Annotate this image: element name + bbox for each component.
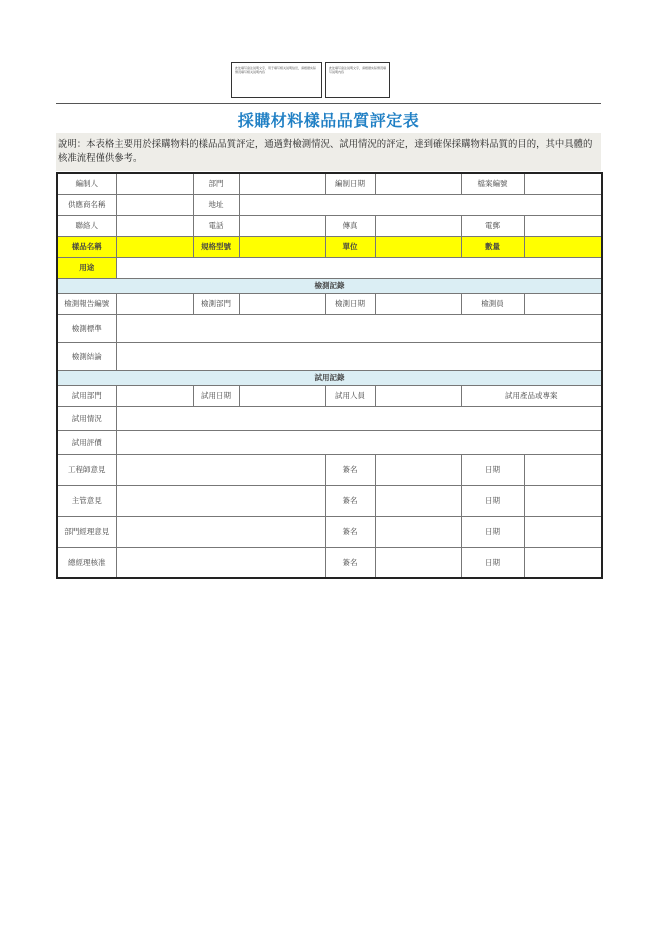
label-supplier-name: 供應商名稱 bbox=[57, 194, 116, 215]
form-row-gm bbox=[57, 547, 602, 578]
field-test-date[interactable] bbox=[375, 293, 461, 314]
label-test-report-no: 檢測報告編號 bbox=[57, 293, 116, 314]
field-engineer-opinion[interactable] bbox=[116, 454, 325, 485]
field-purpose[interactable] bbox=[116, 257, 602, 278]
field-supervisor-date[interactable] bbox=[524, 485, 602, 516]
field-manager-date[interactable] bbox=[524, 516, 602, 547]
label-test-standard: 檢測標準 bbox=[57, 314, 116, 342]
label-email: 電郵 bbox=[461, 215, 524, 236]
field-trial-person[interactable] bbox=[375, 385, 461, 406]
note-boxes bbox=[231, 62, 390, 98]
field-manager-opinion[interactable] bbox=[116, 516, 325, 547]
field-compiler[interactable] bbox=[116, 173, 193, 194]
evaluation-form bbox=[56, 172, 603, 579]
label-compiler: 編制人 bbox=[57, 173, 116, 194]
form-row-trial bbox=[57, 385, 602, 406]
label-test-conclusion: 檢測結論 bbox=[57, 342, 116, 370]
field-test-standard[interactable] bbox=[116, 314, 602, 342]
label-date: 日期 bbox=[461, 516, 524, 547]
label-date: 日期 bbox=[461, 485, 524, 516]
field-supervisor-opinion[interactable] bbox=[116, 485, 325, 516]
label-supervisor-opinion: 主管意見 bbox=[57, 485, 116, 516]
field-quantity[interactable] bbox=[524, 236, 602, 257]
note-box-left: 此处填写备注说明文字，用于填写相关说明信息，请根据实际情况填写相关说明内容 bbox=[231, 62, 322, 98]
label-sample-name: 樣品名稱 bbox=[57, 236, 116, 257]
field-sample-name[interactable] bbox=[116, 236, 193, 257]
label-test-date: 檢測日期 bbox=[325, 293, 375, 314]
label-trial-person: 試用人員 bbox=[325, 385, 375, 406]
label-signature: 簽名 bbox=[325, 516, 375, 547]
field-supervisor-signature[interactable] bbox=[375, 485, 461, 516]
form-row-manager bbox=[57, 516, 602, 547]
label-trial-product: 試用產品或專案 bbox=[461, 385, 602, 406]
field-unit[interactable] bbox=[375, 236, 461, 257]
label-purpose: 用途 bbox=[57, 257, 116, 278]
label-signature: 簽名 bbox=[325, 454, 375, 485]
field-gm-date[interactable] bbox=[524, 547, 602, 578]
field-test-dept[interactable] bbox=[239, 293, 325, 314]
field-compile-date[interactable] bbox=[375, 173, 461, 194]
label-contact: 聯絡人 bbox=[57, 215, 116, 236]
label-date: 日期 bbox=[461, 454, 524, 485]
field-trial-eval[interactable] bbox=[116, 430, 602, 454]
field-engineer-date[interactable] bbox=[524, 454, 602, 485]
label-address: 地址 bbox=[193, 194, 239, 215]
field-manager-signature[interactable] bbox=[375, 516, 461, 547]
page-title: 採購材料樣品品質評定表 bbox=[237, 111, 420, 130]
field-phone[interactable] bbox=[239, 215, 325, 236]
form-row-test-standard bbox=[57, 314, 602, 342]
section-title-test: 檢測記錄 bbox=[57, 278, 602, 293]
label-trial-status: 試用情況 bbox=[57, 406, 116, 430]
form-row-test-conclusion bbox=[57, 342, 602, 370]
field-test-report-no[interactable] bbox=[116, 293, 193, 314]
field-email[interactable] bbox=[524, 215, 602, 236]
label-gm-approval: 總經理核准 bbox=[57, 547, 116, 578]
form-row-sample bbox=[57, 236, 602, 257]
field-engineer-signature[interactable] bbox=[375, 454, 461, 485]
description-banner: 說明：本表格主要用於採購物料的樣品品質評定，通過對檢測情況、試用情況的評定，達到確保採購物料品質的目的，其中具體的核准流程僅供參考。 bbox=[56, 133, 601, 171]
form-row-trial-eval bbox=[57, 430, 602, 454]
form-row-purpose bbox=[57, 257, 602, 278]
label-trial-dept: 試用部門 bbox=[57, 385, 116, 406]
label-quantity: 數量 bbox=[461, 236, 524, 257]
form-row-engineer bbox=[57, 454, 602, 485]
field-tester[interactable] bbox=[524, 293, 602, 314]
label-phone: 電話 bbox=[193, 215, 239, 236]
field-file-number[interactable] bbox=[524, 173, 602, 194]
label-engineer-opinion: 工程師意見 bbox=[57, 454, 116, 485]
label-spec-model: 規格型號 bbox=[193, 236, 239, 257]
section-title-trial: 試用記錄 bbox=[57, 370, 602, 385]
field-trial-dept[interactable] bbox=[116, 385, 193, 406]
field-gm-signature[interactable] bbox=[375, 547, 461, 578]
section-test-record bbox=[57, 278, 602, 293]
form-row-supplier bbox=[57, 194, 602, 215]
label-compile-date: 編制日期 bbox=[325, 173, 375, 194]
field-department[interactable] bbox=[239, 173, 325, 194]
field-fax[interactable] bbox=[375, 215, 461, 236]
label-manager-opinion: 部門經理意見 bbox=[57, 516, 116, 547]
field-supplier-name[interactable] bbox=[116, 194, 193, 215]
section-trial-record bbox=[57, 370, 602, 385]
label-signature: 簽名 bbox=[325, 485, 375, 516]
label-fax: 傳真 bbox=[325, 215, 375, 236]
field-address[interactable] bbox=[239, 194, 602, 215]
form-row-trial-status bbox=[57, 406, 602, 430]
label-test-dept: 檢測部門 bbox=[193, 293, 239, 314]
label-department: 部門 bbox=[193, 173, 239, 194]
form-row-contact bbox=[57, 215, 602, 236]
label-trial-eval: 試用評價 bbox=[57, 430, 116, 454]
label-unit: 單位 bbox=[325, 236, 375, 257]
label-date: 日期 bbox=[461, 547, 524, 578]
field-gm-approval[interactable] bbox=[116, 547, 325, 578]
field-spec-model[interactable] bbox=[239, 236, 325, 257]
label-signature: 簽名 bbox=[325, 547, 375, 578]
field-contact[interactable] bbox=[116, 215, 193, 236]
form-row-basic bbox=[57, 173, 602, 194]
field-trial-date[interactable] bbox=[239, 385, 325, 406]
field-trial-status[interactable] bbox=[116, 406, 602, 430]
header-divider bbox=[56, 103, 601, 104]
form-row-supervisor bbox=[57, 485, 602, 516]
label-trial-date: 試用日期 bbox=[193, 385, 239, 406]
label-file-number: 檔案編號 bbox=[461, 173, 524, 194]
field-test-conclusion[interactable] bbox=[116, 342, 602, 370]
note-box-right: 此处填写备注说明文字，请根据实际情况填写说明内容 bbox=[325, 62, 390, 98]
form-row-test bbox=[57, 293, 602, 314]
label-tester: 檢測員 bbox=[461, 293, 524, 314]
